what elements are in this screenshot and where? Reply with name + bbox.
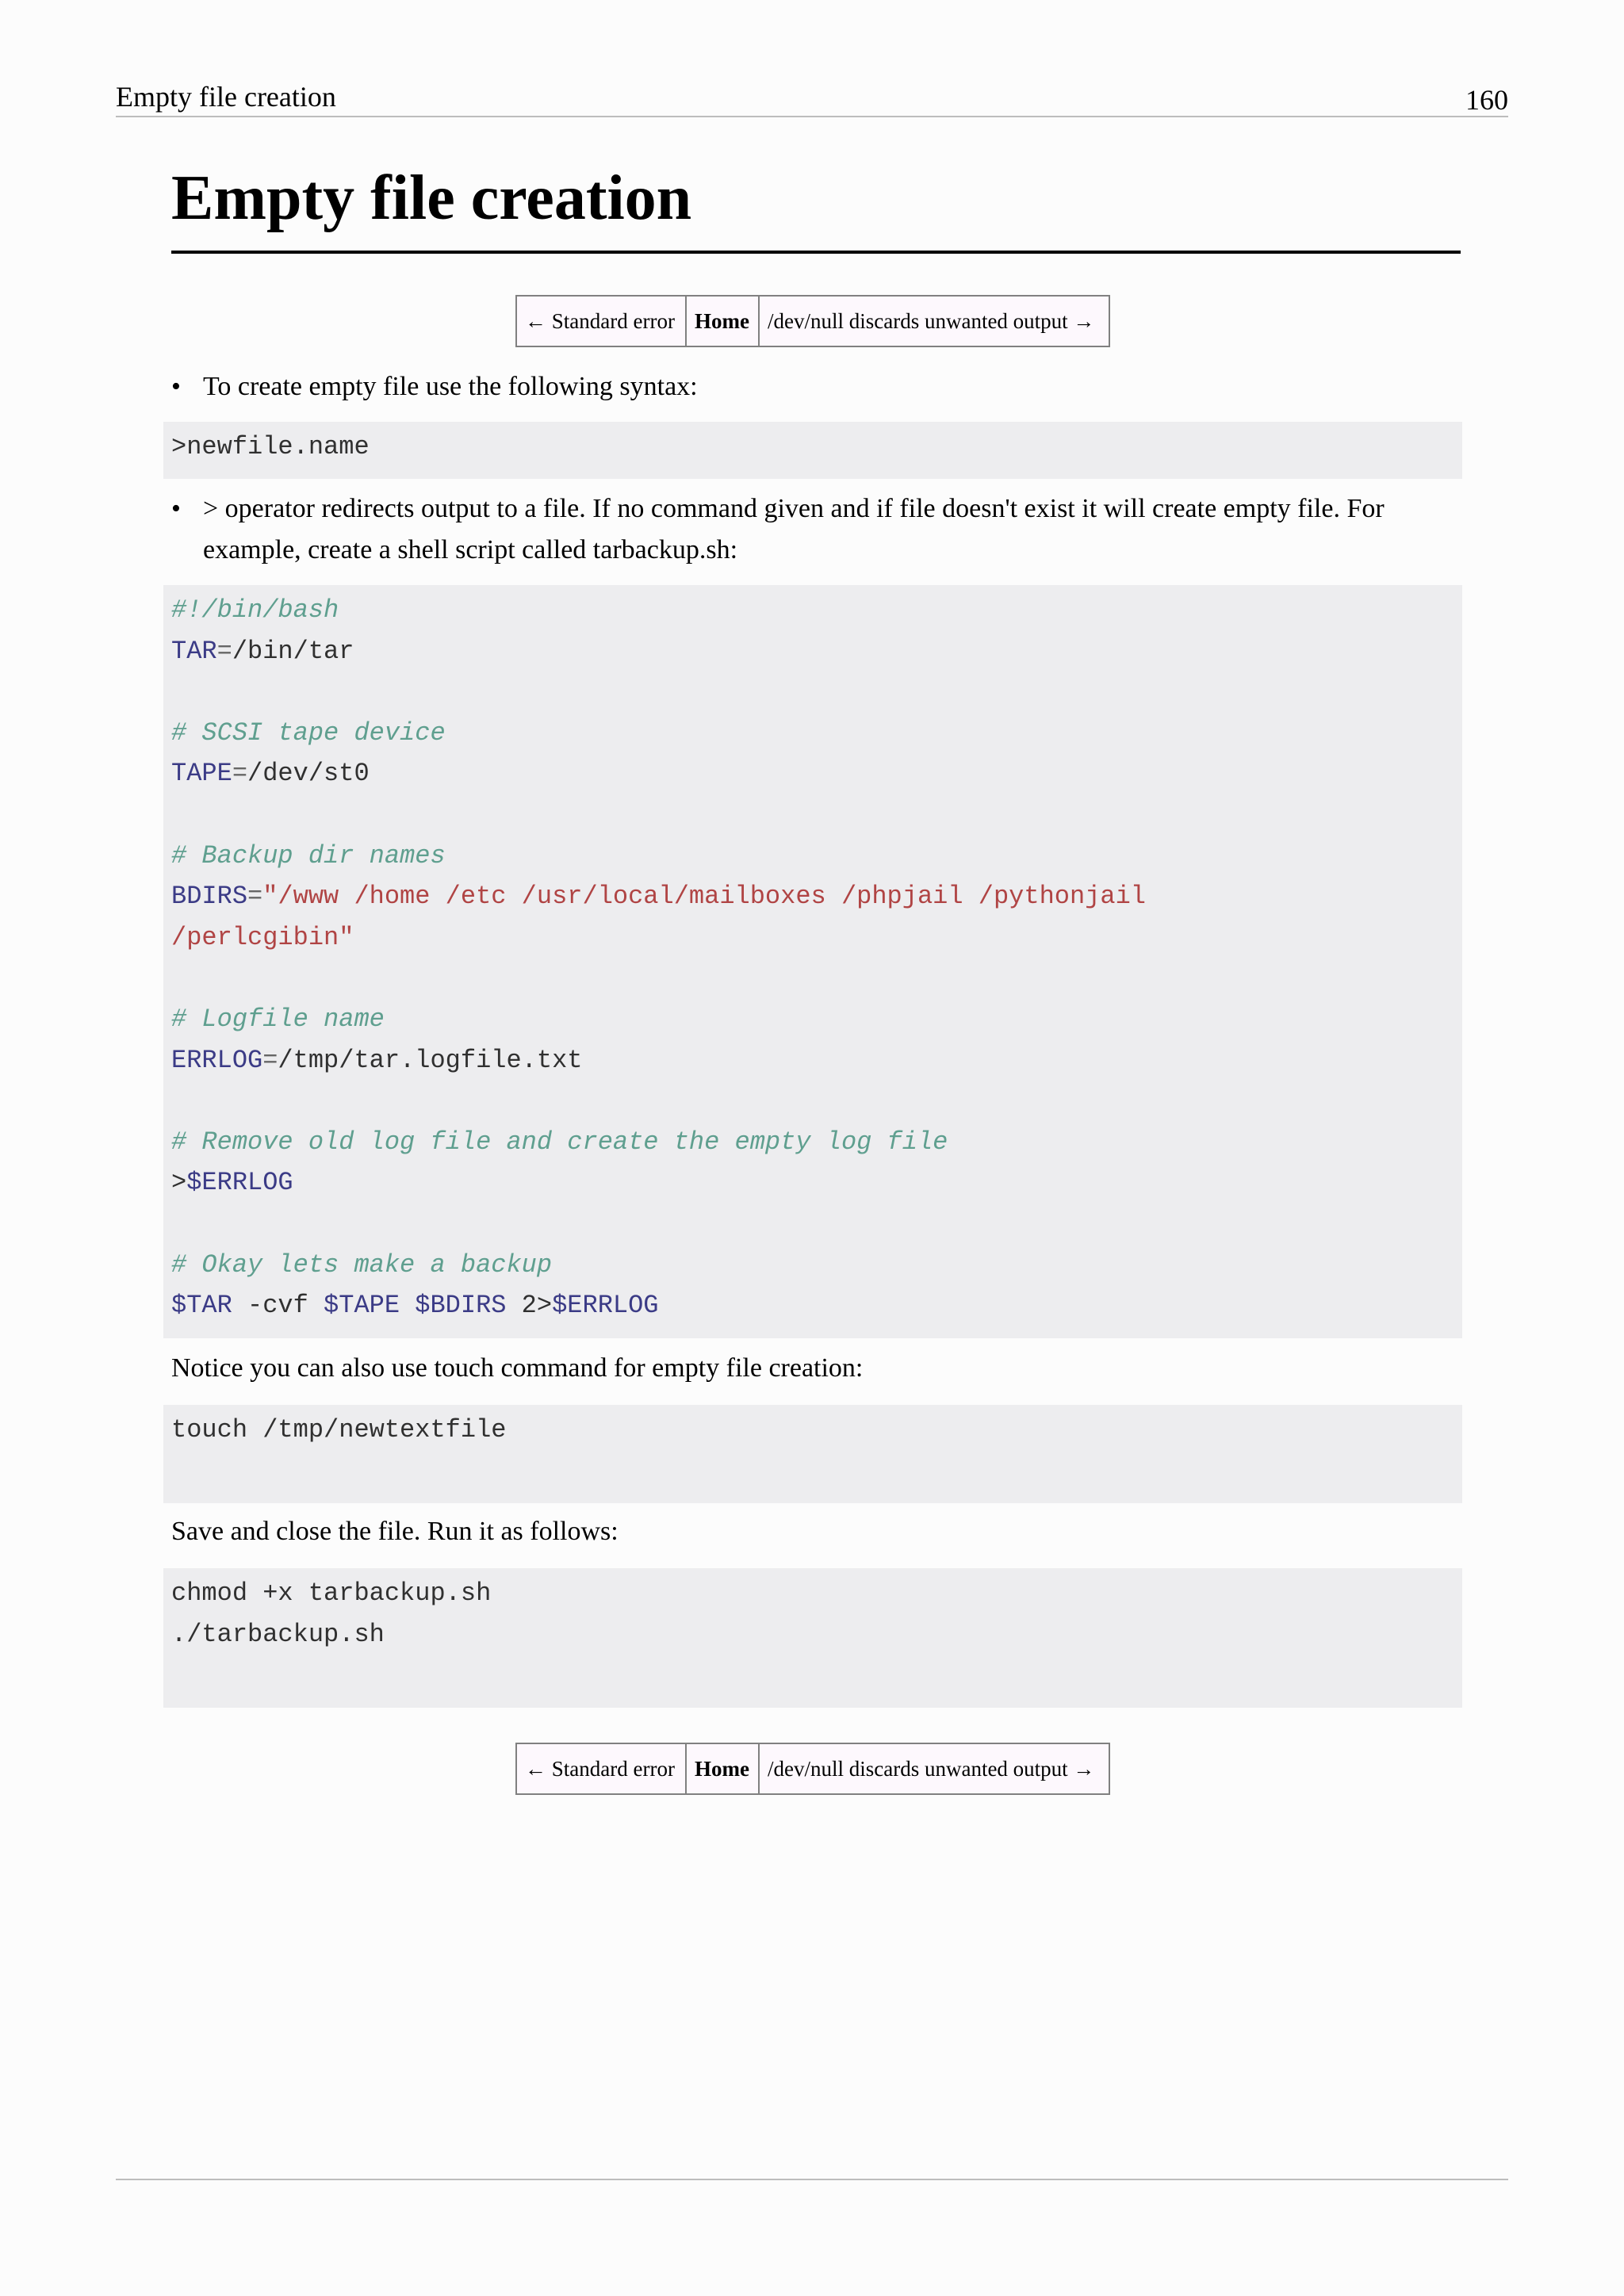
code-variable: $ERRLOG — [552, 1291, 659, 1321]
bullet-marker: • — [171, 372, 181, 401]
navigation-box-bottom — [515, 1743, 1110, 1795]
code-block-run — [163, 1568, 1462, 1708]
nav-prev-cell — [517, 297, 685, 346]
page-number: 160 — [1465, 84, 1508, 116]
code-string: /perlcgibin" — [171, 922, 354, 952]
navigation-box-top — [515, 295, 1110, 347]
code-variable: BDIRS — [171, 882, 248, 912]
code-variable: $TAPE — [324, 1291, 400, 1321]
code-comment: # Backup dir names — [171, 840, 446, 871]
code-line: ./tarbackup.sh — [171, 1619, 385, 1649]
nav-home-link[interactable]: Home — [695, 1756, 749, 1781]
bullet-marker: • — [171, 494, 181, 523]
article-content — [171, 159, 1461, 254]
code-operator: > — [171, 1168, 187, 1198]
bullet-text: > operator redirects output to a file. If no command given and if file doesn't exist it will create empty file. For example, create a shell script called tarbackup.sh: — [203, 494, 1385, 564]
code-variable: $TAR — [171, 1291, 232, 1321]
code-block-script — [163, 585, 1462, 1338]
code-line: chmod +x tarbackup.sh — [171, 1578, 492, 1608]
code-value: /dev/st0 — [247, 759, 370, 789]
nav-prev-cell — [517, 1744, 685, 1793]
nav-prev-link[interactable]: ← Standard error — [525, 1756, 675, 1781]
paragraph: Notice you can also use touch command for empty file creation: — [171, 1353, 864, 1383]
code-block-touch — [163, 1405, 1462, 1503]
nav-home-cell — [685, 297, 758, 346]
code-variable: $ERRLOG — [186, 1168, 293, 1198]
bullet-text: To create empty file use the following syntax: — [203, 372, 698, 401]
code-string: "/www /home /etc /usr/local/mailboxes /phpjail /pythonjail — [262, 882, 1146, 912]
code-operator: = — [232, 759, 248, 789]
nav-home-link[interactable]: Home — [695, 308, 749, 333]
code-variable: TAR — [171, 636, 217, 666]
nav-next-link[interactable]: /dev/null discards unwanted output → — [768, 308, 1095, 333]
bullet-item — [171, 366, 1440, 408]
code-comment: #!/bin/bash — [171, 595, 339, 625]
nav-next-cell — [758, 1744, 1109, 1793]
code-option: -cvf — [232, 1291, 324, 1321]
nav-next-link[interactable]: /dev/null discards unwanted output → — [768, 1756, 1095, 1781]
code-line: >newfile.name — [171, 432, 370, 461]
code-space — [400, 1291, 415, 1320]
code-line: touch /tmp/newtextfile — [171, 1415, 507, 1445]
code-comment: # SCSI tape device — [171, 718, 446, 748]
code-variable: $BDIRS — [415, 1291, 507, 1321]
code-comment: # Logfile name — [171, 1004, 385, 1034]
paragraph: Save and close the file. Run it as follows: — [171, 1517, 619, 1546]
code-operator: = — [247, 882, 263, 912]
code-comment: # Okay lets make a backup — [171, 1249, 553, 1280]
code-comment: # Remove old log file and create the empty log file — [171, 1127, 948, 1157]
bullet-item — [171, 488, 1440, 571]
code-block-syntax — [163, 422, 1462, 479]
code-value: /tmp/tar.logfile.txt — [278, 1045, 583, 1075]
code-operator: = — [262, 1045, 278, 1075]
nav-next-cell — [758, 297, 1109, 346]
code-value: /bin/tar — [232, 636, 354, 666]
running-header-title: Empty file creation — [116, 81, 336, 113]
code-redirect: 2> — [506, 1291, 553, 1321]
page-title: Empty file creation — [171, 159, 1461, 254]
code-variable: ERRLOG — [171, 1045, 263, 1075]
nav-home-cell — [685, 1744, 758, 1793]
code-operator: = — [216, 636, 232, 666]
running-header — [116, 79, 1508, 117]
code-variable: TAPE — [171, 759, 232, 789]
nav-prev-link[interactable]: ← Standard error — [525, 308, 675, 333]
footer-rule — [116, 2179, 1508, 2180]
